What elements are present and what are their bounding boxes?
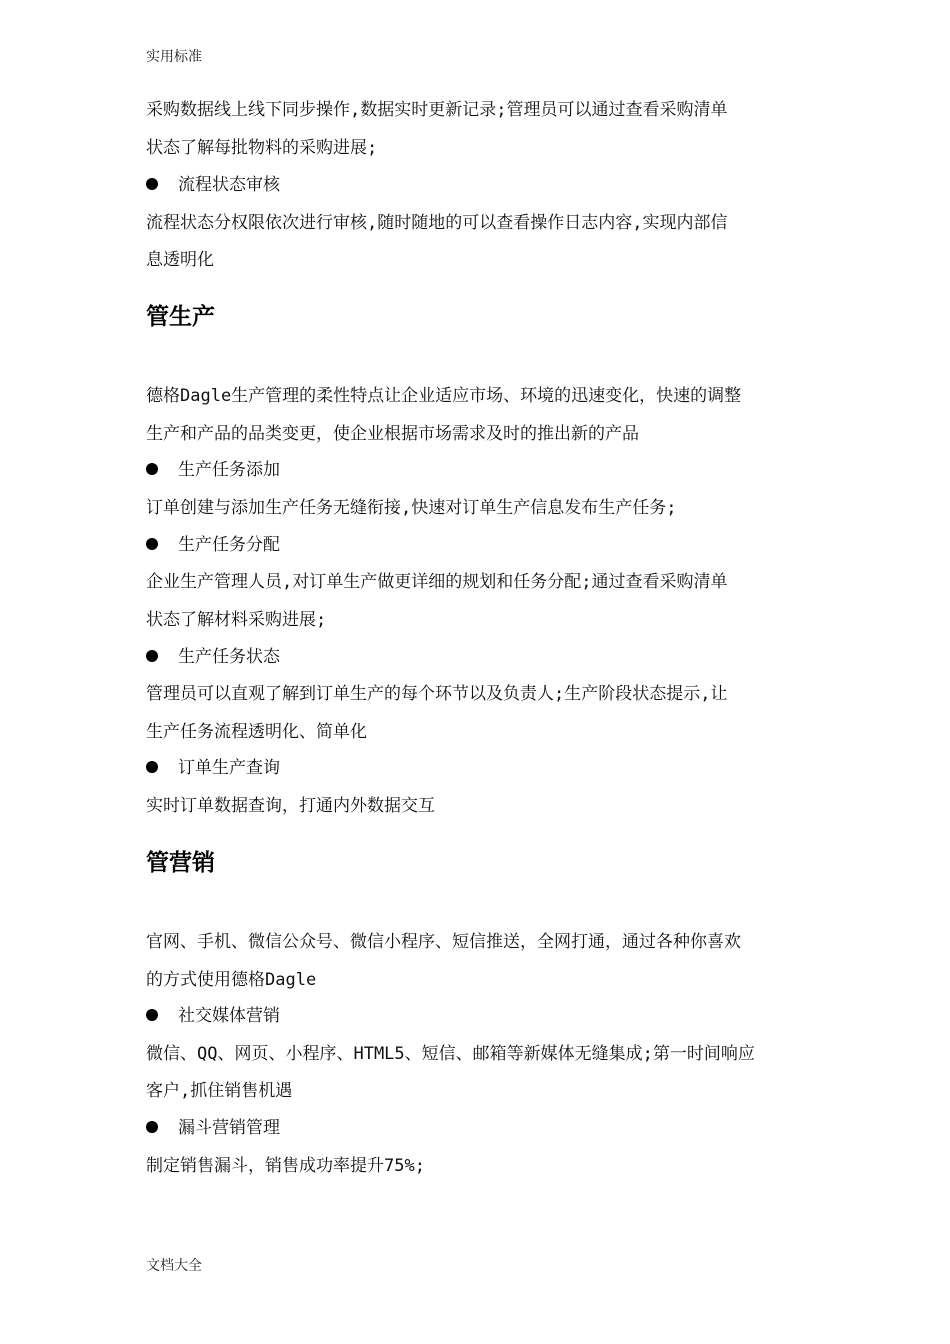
- bullet-item: [146, 756, 280, 780]
- paragraph-line: 流程状态分权限依次进行审核,随时随地的可以查看操作日志内容,实现内部信: [146, 213, 728, 233]
- paragraph-line: 生产任务流程透明化、简单化: [146, 722, 367, 742]
- bullet-label: 流程状态审核: [178, 175, 280, 195]
- paragraph-line: 客户,抓住销售机遇: [146, 1081, 293, 1101]
- paragraph-line: 状态了解材料采购进展;: [146, 610, 327, 630]
- paragraph-line: 采购数据线上线下同步操作,数据实时更新记录;管理员可以通过查看采购清单: [146, 100, 728, 120]
- paragraph-line: 生产和产品的品类变更，使企业根据市场需求及时的推出新的产品: [146, 424, 639, 444]
- page-footer: 文档大全: [146, 1258, 202, 1274]
- paragraph-line: 的方式使用德格Dagle: [146, 970, 317, 990]
- paragraph-line: 官网、手机、微信公众号、微信小程序、短信推送，全网打通，通过各种你喜欢: [146, 932, 741, 952]
- bullet-icon: [146, 178, 158, 190]
- page-header: 实用标准: [146, 49, 202, 65]
- section-heading: 管营销: [146, 850, 215, 876]
- paragraph-line: 微信、QQ、网页、小程序、HTML5、短信、邮箱等新媒体无缝集成;第一时间响应: [146, 1044, 755, 1064]
- paragraph-line: 息透明化: [146, 250, 214, 270]
- paragraph-line: 德格Dagle生产管理的柔性特点让企业适应市场、环境的迅速变化，快速的调整: [146, 386, 742, 406]
- section-heading: 管生产: [146, 304, 215, 330]
- paragraph-line: 管理员可以直观了解到订单生产的每个环节以及负责人;生产阶段状态提示,让: [146, 684, 728, 704]
- bullet-item: [146, 1116, 280, 1140]
- paragraph-line: 实时订单数据查询，打通内外数据交互: [146, 796, 435, 816]
- paragraph-line: 状态了解每批物料的采购进展;: [146, 138, 378, 158]
- bullet-item: [146, 458, 280, 482]
- bullet-icon: [146, 650, 158, 662]
- bullet-item: [146, 533, 280, 557]
- bullet-icon: [146, 761, 158, 773]
- bullet-icon: [146, 538, 158, 550]
- bullet-label: 订单生产查询: [178, 758, 280, 778]
- paragraph-line: 制定销售漏斗，销售成功率提升75%;: [146, 1156, 425, 1176]
- bullet-label: 生产任务添加: [178, 460, 280, 480]
- bullet-icon: [146, 463, 158, 475]
- bullet-icon: [146, 1009, 158, 1021]
- paragraph-line: 订单创建与添加生产任务无缝衔接,快速对订单生产信息发布生产任务;: [146, 498, 677, 518]
- bullet-label: 漏斗营销管理: [178, 1118, 280, 1138]
- bullet-label: 社交媒体营销: [178, 1006, 280, 1026]
- bullet-icon: [146, 1121, 158, 1133]
- bullet-item: [146, 645, 280, 669]
- bullet-item: [146, 173, 280, 197]
- bullet-label: 生产任务分配: [178, 535, 280, 555]
- paragraph-line: 企业生产管理人员,对订单生产做更详细的规划和任务分配;通过查看采购清单: [146, 572, 728, 592]
- bullet-item: [146, 1004, 280, 1028]
- bullet-label: 生产任务状态: [178, 647, 280, 667]
